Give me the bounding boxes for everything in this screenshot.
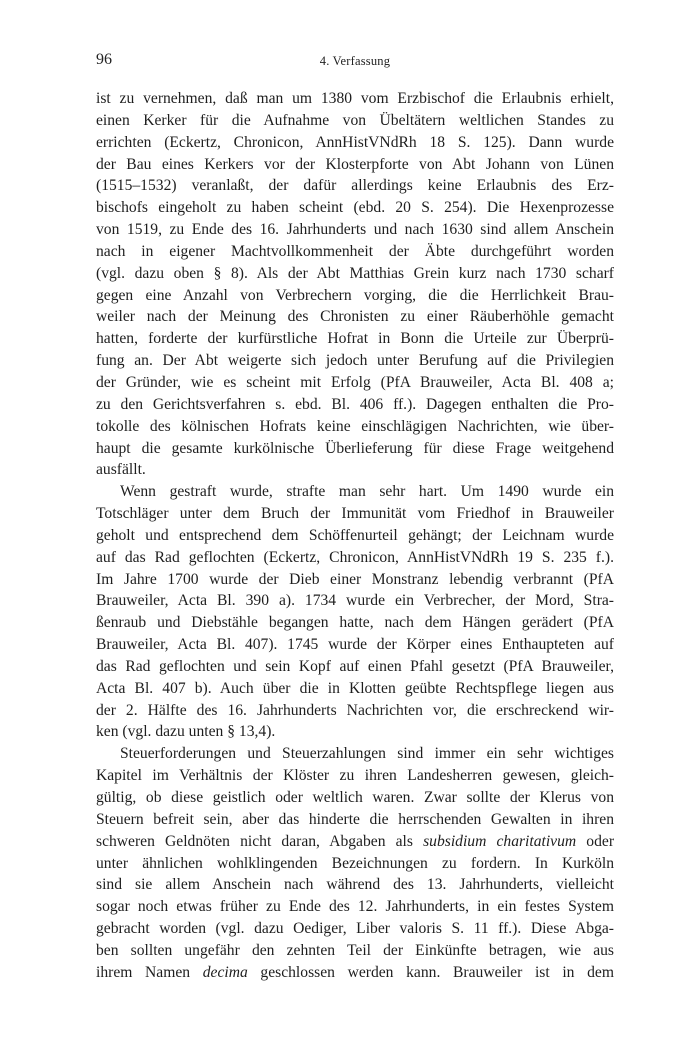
text-line: errichten (Eckertz, Chronicon, AnnHistVNdRh 18 S. 125). Dann wurde — [96, 133, 614, 151]
text-line: Kapitel im Verhältnis der Klöster zu ihren Landesherren gewesen, gleich- — [96, 767, 614, 785]
paragraph-3 — [96, 743, 614, 983]
text-line: Acta Bl. 407 b). Auch über die in Klotten geübte Rechtspflege liegen aus — [96, 679, 614, 697]
text-line: Im Jahre 1700 wurde der Dieb einer Monstranz lebendig verbrannt (PfA — [96, 570, 614, 588]
text-line: einen Kerker für die Aufnahme von Übeltätern weltlichen Standes zu — [96, 111, 614, 129]
page-number: 96 — [96, 51, 112, 68]
text-line: gebracht worden (vgl. dazu Oediger, Liber valoris S. 11 ff.). Diese Abga- — [96, 920, 614, 938]
text-line: Brauweiler, Acta Bl. 407). 1745 wurde der Körper eines Enthaupteten auf — [96, 636, 614, 654]
text-line: das Rad geflochten und sein Kopf auf einen Pfahl gesetzt (PfA Brauweiler, — [96, 657, 614, 675]
text-line: tokolle des kölnischen Hofrats keine einschlägigen Nachrichten, wie über- — [96, 417, 614, 435]
paragraph-2 — [96, 481, 614, 743]
text-line: der Gründer, wie es scheint mit Erfolg (PfA Brauweiler, Acta Bl. 408 a; — [96, 373, 614, 391]
text-line: Totschläger unter dem Bruch der Immunität vom Friedhof in Brauweiler — [96, 505, 614, 523]
text-line: von 1519, zu Ende des 16. Jahrhunderts und nach 1630 sind allem Anschein — [96, 221, 614, 239]
text-line-with-italic — [96, 831, 614, 853]
body-text — [96, 88, 614, 984]
text-line: Steuern befreit sein, aber das hinderte die herrschenden Gewalten in ihren — [96, 810, 614, 828]
text-line: fung an. Der Abt weigerte sich jedoch unter Berufung auf die Privilegien — [96, 352, 614, 370]
text-segment: oder — [576, 832, 614, 850]
text-segment: geschlossen werden kann. Brauweiler ist in dem — [247, 963, 614, 981]
paragraph-1 — [96, 88, 614, 481]
text-line: haupt die gesamte kurkölnische Überlieferung für diese Frage weitgehend — [96, 439, 614, 457]
text-line: gegen eine Anzahl von Verbrechern vorging, die die Herrlichkeit Brau- — [96, 286, 614, 304]
text-line: Brauweiler, Acta Bl. 390 a). 1734 wurde ein Verbrecher, der Mord, Stra- — [96, 592, 614, 610]
text-line: Steuerforderungen und Steuerzahlungen sind immer ein sehr wichtiges — [120, 745, 614, 763]
text-line: weiler nach der Meinung des Chronisten zu einer Räuberhöhle gemacht — [96, 308, 614, 326]
text-segment: schweren Geldnöten nicht daran, Abgaben als — [96, 832, 424, 850]
text-line: sogar noch etwas früher zu Ende des 12. Jahrhunderts, in ein festes System — [96, 898, 614, 916]
chapter-title: 4. Verfassung — [319, 54, 391, 68]
latin-term-italic: subsidium charitativum — [423, 832, 577, 850]
text-line: ist zu vernehmen, daß man um 1380 vom Erzbischof die Erlaubnis erhielt, — [96, 90, 614, 107]
text-line: bischofs eingeholt zu haben scheint (ebd. 20 S. 254). Die Hexenprozesse — [96, 199, 614, 217]
text-line: der Bau eines Kerkers vor der Klosterpforte von Abt Johann von Lünen — [96, 155, 614, 173]
text-line: der 2. Hälfte des 16. Jahrhunderts Nachrichten vor, die erschreckend wir- — [96, 701, 614, 719]
text-line: unter ähnlichen wohlklingenden Bezeichnungen zu fordern. In Kurköln — [96, 854, 614, 872]
text-line: (vgl. dazu oben § 8). Als der Abt Matthias Grein kurz nach 1730 scharf — [96, 264, 614, 282]
text-line: hatten, forderte der kurfürstliche Hofrat in Bonn die Urteile zur Überprü- — [96, 330, 614, 348]
text-line: ßenraub und Diebstähle begangen hatte, nach dem Hängen gerädert (PfA — [96, 614, 614, 632]
text-line: ken (vgl. dazu unten § 13,4). — [96, 723, 276, 741]
text-line: sind sie allem Anschein nach während des 13. Jahrhunderts, vielleicht — [96, 876, 614, 894]
text-segment: ihrem Namen — [96, 963, 203, 981]
text-line: Wenn gestraft wurde, strafte man sehr hart. Um 1490 wurde ein — [120, 483, 614, 501]
text-line: auf das Rad geflochten (Eckertz, Chronicon, AnnHistVNdRh 19 S. 235 f.). — [96, 548, 614, 566]
text-line-with-italic — [96, 962, 614, 984]
latin-term-italic: decima — [202, 963, 248, 981]
text-line: zu den Gerichtsverfahren s. ebd. Bl. 406 ff.). Dagegen enthalten die Pro- — [96, 395, 614, 413]
text-line: ausfällt. — [96, 461, 146, 479]
text-line: gültig, ob diese geistlich oder weltlich waren. Zwar sollte der Klerus von — [96, 789, 614, 806]
text-line: (1515–1532) veranlaßt, der dafür allerdings keine Erlaubnis des Erz- — [96, 177, 614, 195]
running-head — [96, 50, 614, 70]
text-line: geholt und entsprechend dem Schöffenurteil gehängt; der Leichnam wurde — [96, 526, 614, 544]
text-line: ben sollten ungefähr den zehnten Teil der Einkünfte betragen, wie aus — [96, 941, 614, 959]
text-line: nach in eigener Machtvollkommenheit der Äbte durchgeführt worden — [96, 242, 614, 260]
